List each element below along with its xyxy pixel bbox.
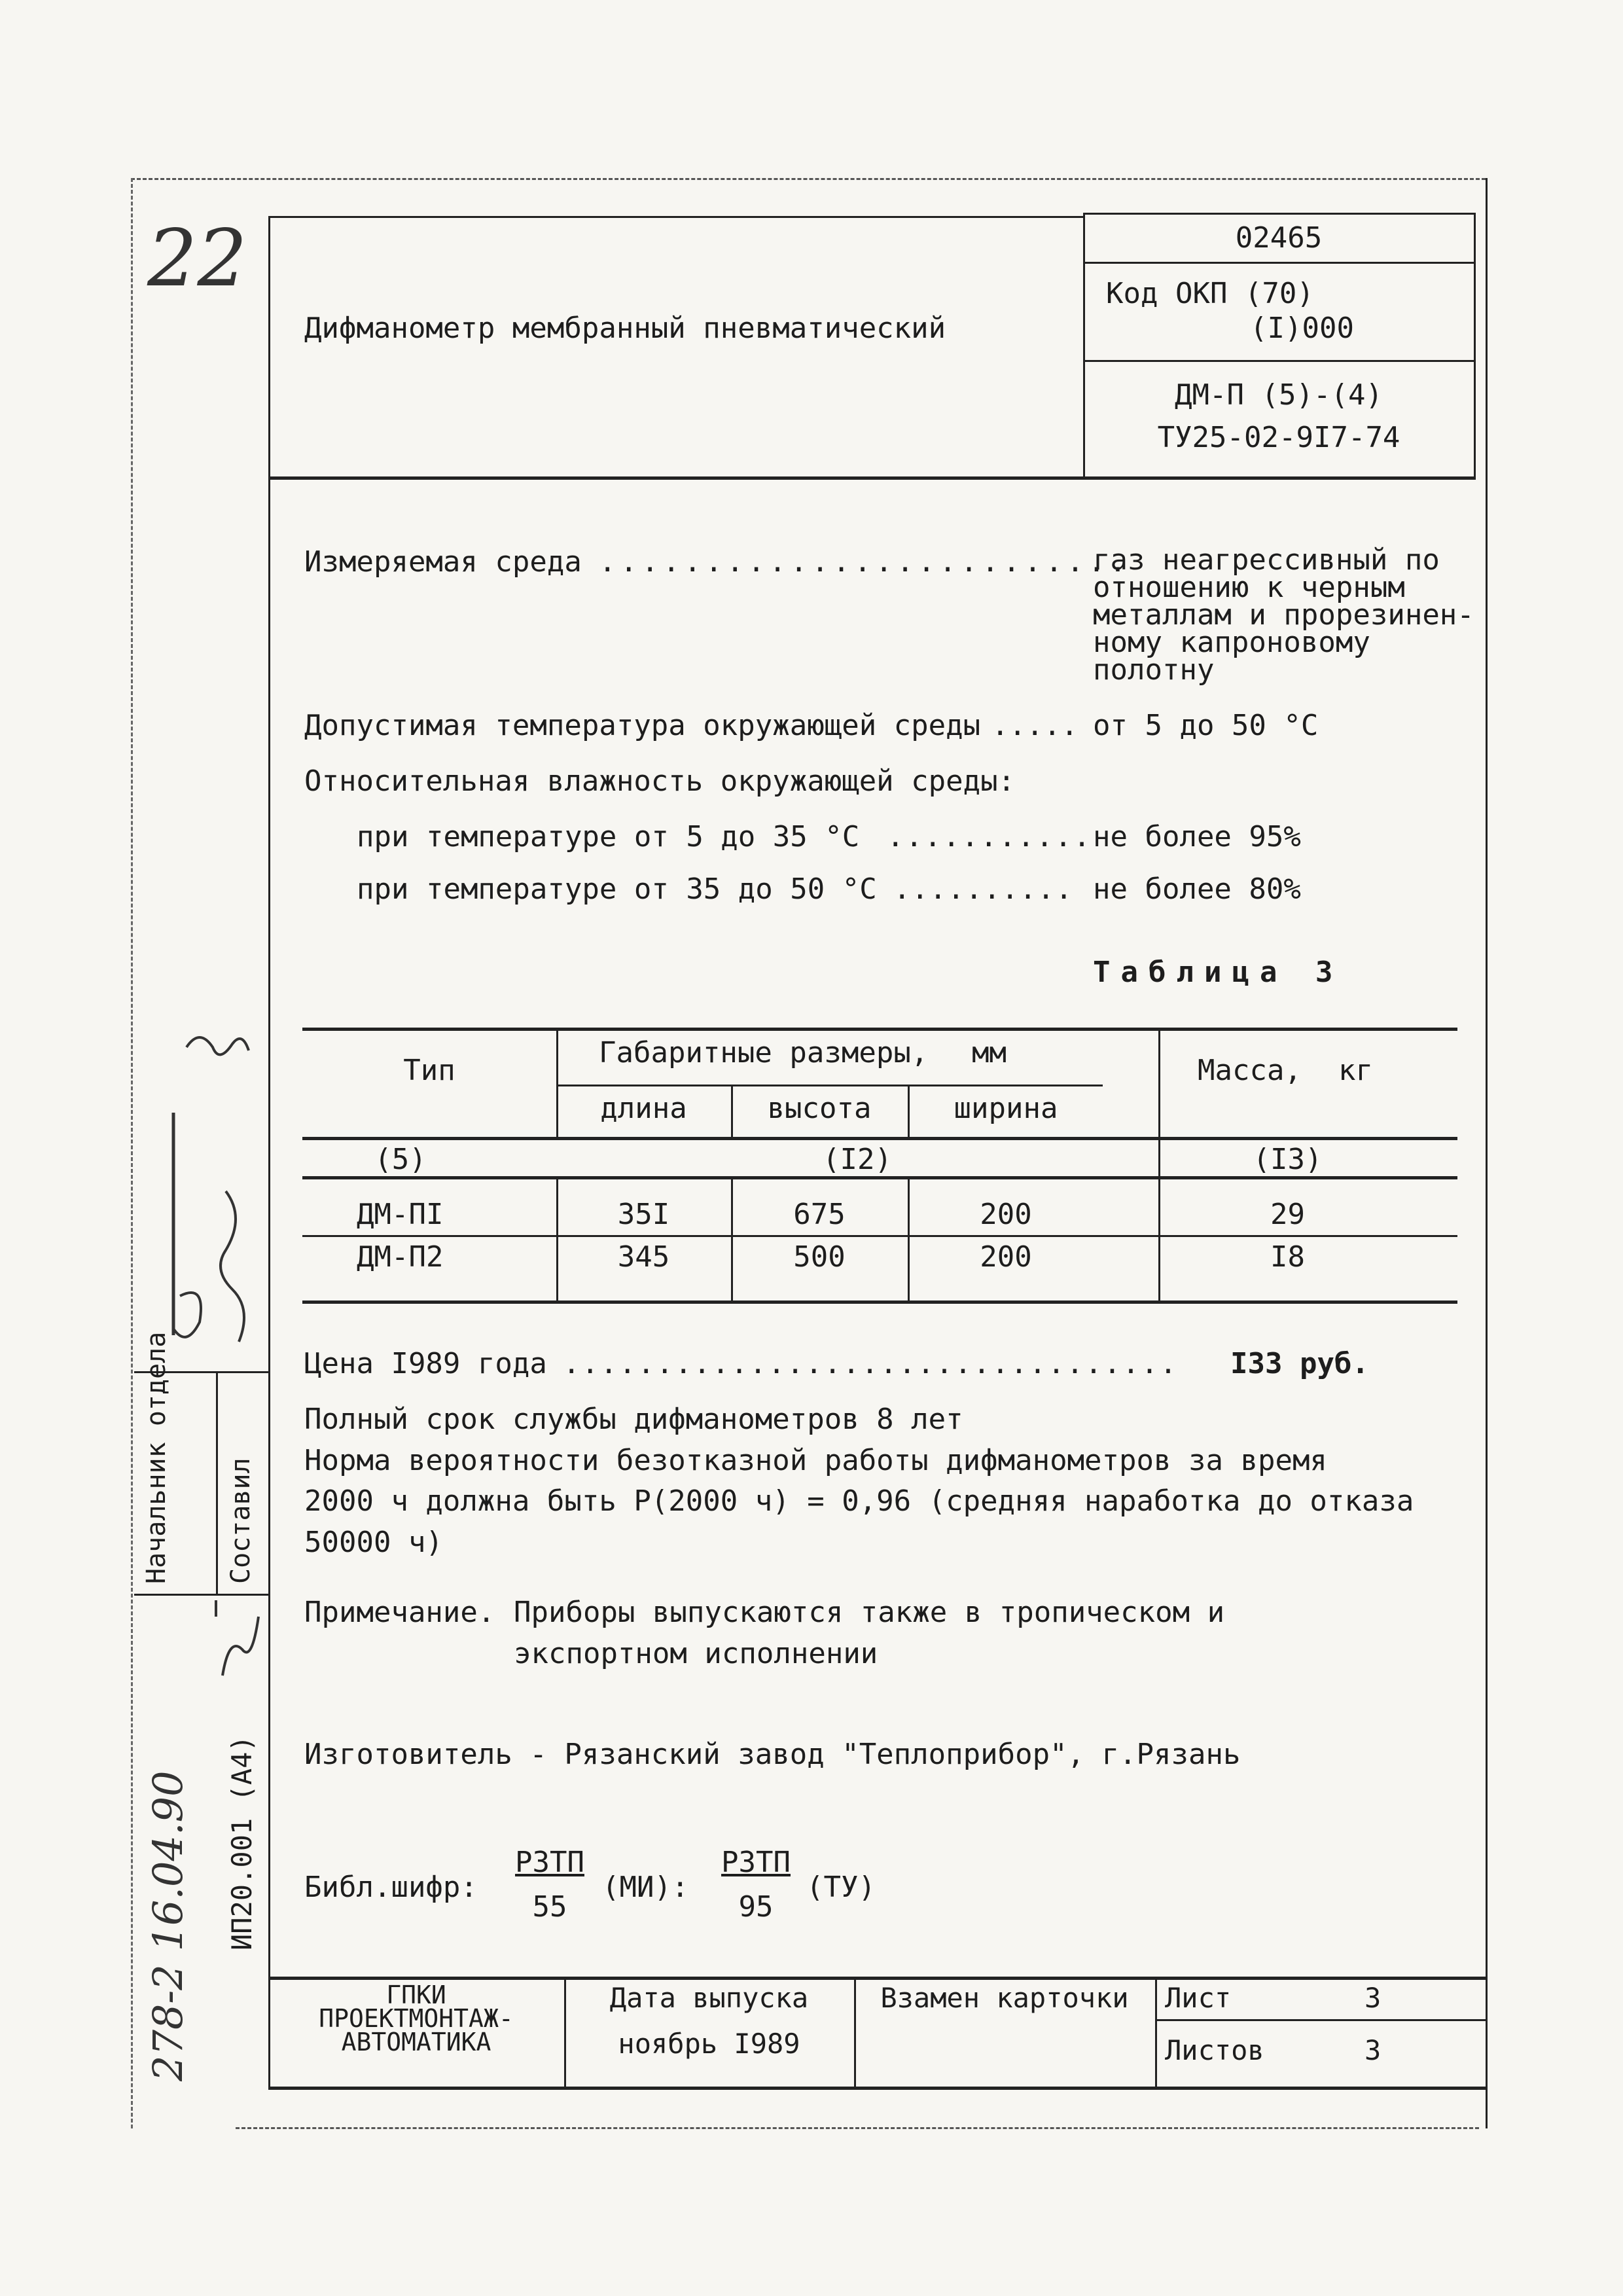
table-row-type: ДМ-ПI: [357, 1198, 444, 1231]
medium-value-line: металлам и прорезинен-: [1093, 598, 1474, 632]
temperature-value: от 5 до 50 °С: [1093, 709, 1319, 742]
footer-top-line: [268, 1977, 1486, 1980]
col-type-header: Тип: [403, 1054, 455, 1087]
tu-code: ТУ25-02-9I7-74: [1157, 421, 1400, 454]
footer-bottom-line: [268, 2087, 1486, 2090]
service-life: Полный срок службы дифманометров 8 лет: [304, 1403, 963, 1436]
side-stamp-code: ИП20.001 (А4): [226, 1735, 258, 1950]
side-block-bottom-line: [134, 1594, 268, 1596]
footer-org-line: АВТОМАТИКА: [341, 2028, 491, 2056]
side-compiled-label: Составил: [226, 1458, 256, 1584]
outer-top-dashed: [131, 178, 1486, 180]
col-dims-unit: мм: [972, 1036, 1007, 1069]
footer-release-label: Дата выпуска: [609, 1982, 809, 2014]
library-f1-tag: (МИ):: [602, 1871, 689, 1904]
col-width-header: ширина: [954, 1092, 1058, 1125]
col-length-header: длина: [600, 1092, 687, 1125]
medium-label: Измеряемая среда: [304, 545, 582, 579]
header-top-right-line: [1083, 213, 1474, 215]
price-value: I33 руб.: [1230, 1347, 1369, 1380]
table-header-bottom-line: [302, 1137, 1457, 1140]
reliability-line: 2000 ч должна быть Р(2000 ч) = 0,96 (средняя наработка до отказа: [304, 1484, 1414, 1518]
side-block-divider: [216, 1371, 218, 1594]
header-bottom-line: [268, 476, 1476, 480]
table-row-height: 675: [793, 1198, 846, 1231]
outer-bottom-dashed: [236, 2127, 1479, 2129]
footer-sheets-label: Листов: [1165, 2034, 1264, 2066]
library-label: Библ.шифр:: [304, 1871, 478, 1904]
okp-code-line2: (I)000: [1250, 312, 1354, 345]
humidity-label: Относительная влажность окружающей среды:: [304, 764, 1016, 798]
table-bottom-line: [302, 1300, 1457, 1304]
table-subheader-line: [556, 1085, 1103, 1086]
side-handwritten-date: 278-2 16.04.90: [144, 1770, 192, 2081]
frame-left-line: [268, 216, 270, 2088]
footer-sheet-value: 3: [1364, 1982, 1382, 2014]
medium-value-line: ному капроновому: [1093, 626, 1370, 659]
table-row-mass: I8: [1270, 1240, 1305, 1274]
library-f2-tag: (ТУ): [806, 1871, 876, 1904]
table-codes-bottom-line: [302, 1176, 1457, 1179]
footer-replace-label: Взамен карточки: [880, 1982, 1129, 2014]
humidity-leader: ..........: [893, 872, 1073, 906]
footer-release-value: ноябрь I989: [618, 2028, 800, 2060]
medium-leader: .........................: [599, 545, 1131, 579]
library-f2-num: РЗТП: [721, 1846, 791, 1879]
note-line: Приборы выпускаются также в тропическом и: [514, 1596, 1225, 1629]
medium-value-line: газ неагрессивный по: [1093, 543, 1440, 577]
library-f1-den: 55: [532, 1890, 567, 1924]
table-row-height: 500: [793, 1240, 846, 1274]
price-label: Цена I989 года: [304, 1347, 547, 1380]
humidity-row-value: не более 95%: [1093, 820, 1301, 853]
col-height-header: высота: [767, 1092, 872, 1125]
header-top-line: [268, 216, 1083, 218]
table-row-width: 200: [980, 1198, 1032, 1231]
footer-sheet-label: Лист: [1165, 1982, 1232, 2014]
code-dims: (I2): [823, 1143, 892, 1176]
card-number: 02465: [1235, 221, 1323, 255]
temperature-label: Допустимая температура окружающей среды: [304, 709, 981, 742]
humidity-row-value: не более 80%: [1093, 872, 1301, 906]
note-line: экспортном исполнении: [514, 1637, 878, 1670]
humidity-row-label: при температуре от 35 до 50 °С: [357, 872, 877, 906]
footer-org-line: ПРОЕКТМОНТАЖ-: [319, 2004, 514, 2033]
humidity-leader: ...........: [887, 820, 1092, 853]
document-title: Дифманометр мембранный пневматический: [304, 312, 946, 345]
table-row-mass: 29: [1270, 1198, 1305, 1231]
signature-icon: [209, 1597, 268, 1695]
table-vline: [556, 1176, 558, 1300]
library-f2-den: 95: [738, 1890, 774, 1924]
okp-code-line1: Код ОКП (70): [1106, 277, 1314, 310]
humidity-row-label: при температуре от 5 до 35 °С: [357, 820, 860, 853]
signature-icon: [134, 1021, 268, 1368]
medium-value-line: полотну: [1093, 653, 1215, 687]
header-cell-line-1: [1083, 262, 1474, 264]
table-row-length: 35I: [617, 1198, 670, 1231]
footer-sheets-value: 3: [1364, 2034, 1382, 2066]
medium-value: [1093, 543, 1474, 687]
outer-right-line: [1486, 178, 1488, 2128]
table-top-line: [302, 1028, 1457, 1031]
outer-left-dashed: [131, 178, 133, 2128]
table-row-length: 345: [617, 1240, 670, 1274]
price-leader: .................................: [563, 1347, 1179, 1380]
table-row-type: ДМ-П2: [357, 1240, 444, 1274]
medium-value-line: отношению к черным: [1093, 571, 1405, 604]
table-vline: [731, 1176, 733, 1300]
table-vline: [908, 1176, 910, 1300]
footer-sheet-line: [1155, 2019, 1486, 2021]
manufacturer: Изготовитель - Рязанский завод "Теплоприбор", г.Рязань: [304, 1738, 1241, 1771]
col-mass-unit: кг: [1338, 1054, 1373, 1087]
reliability-line: 50000 ч): [304, 1526, 443, 1559]
library-f1-num: РЗТП: [515, 1846, 584, 1879]
col-dims-header: Габаритные размеры,: [599, 1036, 929, 1069]
side-head-label: Начальник отдела: [141, 1331, 171, 1584]
temperature-leader: .....: [991, 709, 1079, 742]
reliability-line: Норма вероятности безотказной работы дифманометров за время: [304, 1444, 1327, 1477]
table-row-separator: [302, 1235, 1457, 1237]
type-code: ДМ-П (5)-(4): [1175, 378, 1383, 412]
side-number: 22: [147, 213, 247, 304]
footer-org: [270, 1983, 563, 2054]
code-mass: (I3): [1253, 1143, 1323, 1176]
footer-org-line: ГПКИ: [386, 1981, 446, 2009]
table-caption: Таблица 3: [1093, 956, 1344, 989]
header-cell-line-2: [1083, 360, 1474, 362]
col-mass-header: Масса,: [1198, 1054, 1302, 1087]
note-label: Примечание.: [304, 1596, 495, 1629]
code-type: (5): [374, 1143, 427, 1176]
table-row-width: 200: [980, 1240, 1032, 1274]
footer-vline: [1155, 1977, 1157, 2087]
